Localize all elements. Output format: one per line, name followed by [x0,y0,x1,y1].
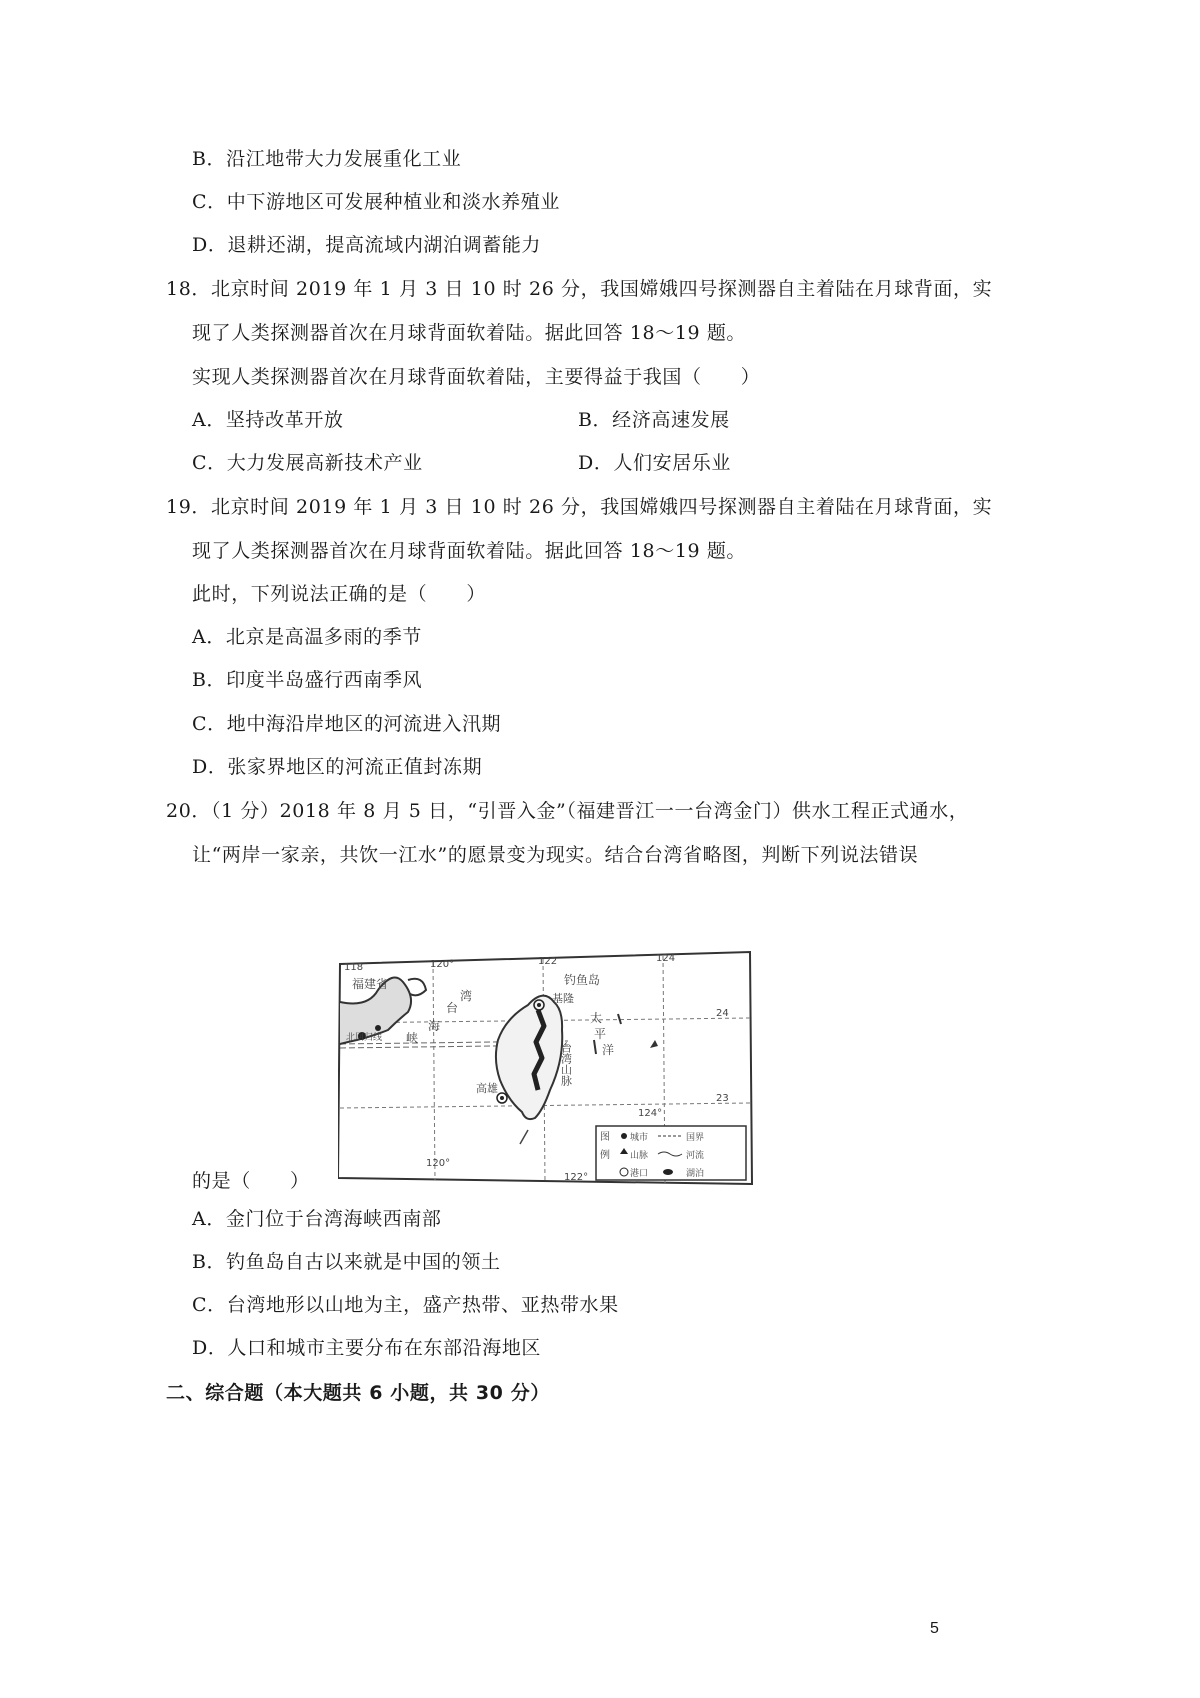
map-lon-122-top: 122 [538,956,558,967]
map-sea-char-7: 洋 [602,1043,615,1057]
q17-option-b: B．沿江地带大力发展重化工业 [192,148,462,170]
q18-option-a: A．坚持改革开放 [192,409,344,431]
map-lat-23: 23 [716,1093,729,1104]
q19-option-d: D．张家界地区的河流正值封冻期 [192,756,483,778]
map-legend-port: 港口 [630,1169,649,1179]
map-sea-char-5: 太 [590,1011,603,1025]
q19-stem-line1: 19．北京时间 2019 年 1 月 3 日 10 时 26 分，我国嫦娥四号探测器自主着陆在月球背面，实 [166,496,993,518]
q19-option-a: A．北京是高温多雨的季节 [192,626,422,648]
map-lon-122-bottom: 122° [564,1172,589,1183]
map-sea-char-4: 峡 [406,1031,419,1045]
map-sea-char-2: 湾 [460,989,473,1003]
q18-option-c: C．大力发展高新技术产业 [192,452,423,474]
map-label-mountains: 台湾山脉 [559,1042,573,1086]
q18-stem-line2: 现了人类探测器首次在月球背面软着陆。据此回答 18～19 题。 [192,322,747,344]
map-legend-city: 城市 [630,1133,649,1143]
q18-option-d: D．人们安居乐业 [578,452,732,474]
q20-option-c: C．台湾地形以山地为主，盛产热带、亚热带水果 [192,1294,619,1316]
map-sea-char-1: 台 [446,1001,459,1015]
q20-stem-line3: 的是（ ） [192,1170,310,1192]
map-lon-124-bottom: 124° [638,1108,663,1119]
map-sea-char-6: 平 [594,1027,607,1041]
map-lon-120-top: 120° [430,959,455,970]
taiwan-map [338,950,758,1185]
map-legend-lake: 湖泊 [686,1169,705,1179]
map-label-tropic: 北回归线 [346,1033,383,1043]
map-label-fujian: 福建省 [352,977,389,991]
map-label-kaohsiung: 高雄 [476,1082,498,1095]
map-label-keelung: 基隆 [552,992,574,1005]
q20-option-d: D．人口和城市主要分布在东部沿海地区 [192,1337,542,1359]
q20-option-b: B．钓鱼岛自古以来就是中国的领土 [192,1251,501,1273]
map-legend [596,1126,746,1180]
map-sea-char-3: 海 [428,1019,441,1033]
map-legend-border: 国界 [686,1133,705,1143]
q18-stem-line1: 18．北京时间 2019 年 1 月 3 日 10 时 26 分，我国嫦娥四号探测器自主着陆在月球背面，实 [166,278,993,300]
map-legend-title-2: 例 [600,1150,610,1161]
map-lon-118: 118 [344,962,364,973]
map-legend-river: 河流 [686,1151,705,1161]
q20-option-a: A．金门位于台湾海峡西南部 [192,1208,442,1230]
map-lat-24: 24 [716,1008,729,1019]
q18-option-b: B．经济高速发展 [578,409,730,431]
map-lon-124-top: 124 [656,953,676,964]
q19-stem-line2: 现了人类探测器首次在月球背面软着陆。据此回答 18～19 题。 [192,540,747,562]
map-legend-title-1: 图 [600,1132,610,1143]
q20-stem-line2: 让“两岸一家亲，共饮一江水”的愿景变为现实。结合台湾省略图，判断下列说法错误 [192,844,919,866]
map-label-diaoyu: 钓鱼岛 [564,973,601,987]
section-heading: 二、综合题（本大题共 6 小题，共 30 分） [166,1382,550,1404]
page-number: 5 [930,1620,939,1637]
q18-question: 实现人类探测器首次在月球背面软着陆，主要得益于我国（ ） [192,366,761,388]
q17-option-c: C．中下游地区可发展种植业和淡水养殖业 [192,191,560,213]
q19-question: 此时，下列说法正确的是（ ） [192,583,487,605]
q19-option-c: C．地中海沿岸地区的河流进入汛期 [192,713,502,735]
q19-option-b: B．印度半岛盛行西南季风 [192,669,423,691]
q20-stem-line1: 20．（1 分）2018 年 8 月 5 日，“引晋入金”（福建晋江一一台湾金门）供水工程正式通水， [166,800,969,822]
map-legend-mountain: 山脉 [630,1151,649,1161]
q17-option-d: D．退耕还湖，提高流域内湖泊调蓄能力 [192,234,542,256]
map-lon-120-bottom: 120° [426,1158,451,1169]
